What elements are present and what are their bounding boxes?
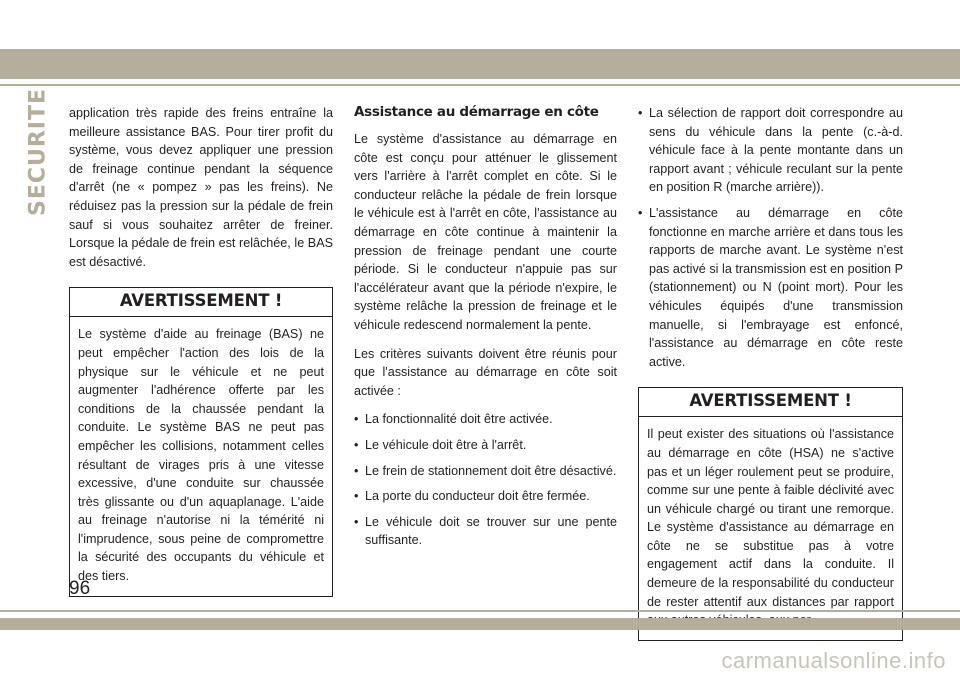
section-heading: Assistance au démarrage en côte <box>354 104 599 120</box>
list-item: • Le frein de stationnement doit être désactivé. <box>354 462 617 481</box>
warning-title: AVERTISSEMENT ! <box>639 388 902 417</box>
page-number: 96 <box>69 578 91 599</box>
column-middle <box>354 104 617 557</box>
footer-rule <box>0 610 960 612</box>
warning-box-bas <box>69 287 333 596</box>
list-item: • L'assistance au démarrage en côte fonctionne en marche arrière et dans tous les rapports de marche avant. Le système n'est pas activé si la transmission est en position P (stationnement) ou N (point mort). Pour les véhicules équipés d'une transmission manuelle, si l'embrayage est enfoncé, l'assistance au démarrage en côte reste active. <box>638 204 903 371</box>
warning-box-hsa <box>638 387 903 641</box>
warning-text: Il peut exister des situations où l'assistance au démarrage en côte (HSA) ne s'active pas et un léger roulement peut se produire, comme sur une pente à faible déclivité avec un véhicule chargé ou tirant une remorque. Le système d'assistance au démarrage en côte ne se substitue pas à votre engagement actif dans la conduite. Il demeure de la responsabilité du conducteur de rester attentif aux distances par rapport <box>647 427 894 609</box>
header-band <box>0 49 960 79</box>
criteria-list-continued <box>638 104 903 371</box>
intro-paragraph: application très rapide des freins entraîne la meilleure assistance BAS. Pour tirer profit du système, vous devez appliquer une pression de freinage continue pendant la séquence d'arrêt (ne « pompez » pas les freins). Ne réduisez pas la pression sur la pédale de frein sauf si vous souhaitez arrêter de freiner. Lorsque la pédale de frein est relâchée, le BAS est désactivé. <box>69 106 333 269</box>
header-rule <box>0 84 960 86</box>
list-item: • La sélection de rapport doit correspondre au sens du véhicule dans la pente (c.-à-d. véhicule face à la pente montante dans un rapport avant ; véhicule reculant sur la pente en position R (marche arrière)). <box>638 104 903 197</box>
list-item: • Le véhicule doit être à l'arrêt. <box>354 436 617 455</box>
hsa-description: Le système d'assistance au démarrage en côte est conçu pour atténuer le glissement vers l'arrière à l'arrêt complet en côte. Si le conducteur relâche la pédale de frein lorsque le véhicule est à l'arrêt en côte, l'assistance au démarrage en côte continue à maintenir la pression de freinage pendant une courte période. Si le conducteur n'appuie pas sur l'accélérateur avant que la période n'expire, le système relâche la pression de freinage et le véhicule redescend normalement la pente. <box>354 132 617 332</box>
warning-text: Le système d'aide au freinage (BAS) ne peut empêcher l'action des lois de la physique sur le véhicule et ne peut augmenter l'adhérence offerte par les conditions de la chaussée pendant la conduite. Le système BAS ne peut pas empêcher les collisions, notamment celles résultant de virages pris à une vitesse excessive, d'une conduite sur chaussée très glissante ou d'un aquaplanage. L'aide au freinage n'autorise ni la témérité ni l'imprudence, sous peine de compromettre la sécurité des occupants du véhicule et des tiers. <box>78 327 324 584</box>
list-item: • La fonctionnalité doit être activée. <box>354 410 617 429</box>
warning-title: AVERTISSEMENT ! <box>70 288 332 317</box>
section-label <box>24 87 52 217</box>
list-item: • La porte du conducteur doit être fermée. <box>354 487 617 506</box>
column-right <box>638 104 903 641</box>
criteria-intro: Les critères suivants doivent être réunis pour que l'assistance au démarrage en côte soit activée : <box>354 346 617 398</box>
section-label-text: SECURITE <box>25 87 51 217</box>
watermark: carmanualsonline.info <box>721 648 946 673</box>
list-item: • Le véhicule doit se trouver sur une pente suffisante. <box>354 513 617 550</box>
footer-band <box>0 618 960 630</box>
criteria-list <box>354 410 617 550</box>
column-left <box>69 104 333 597</box>
